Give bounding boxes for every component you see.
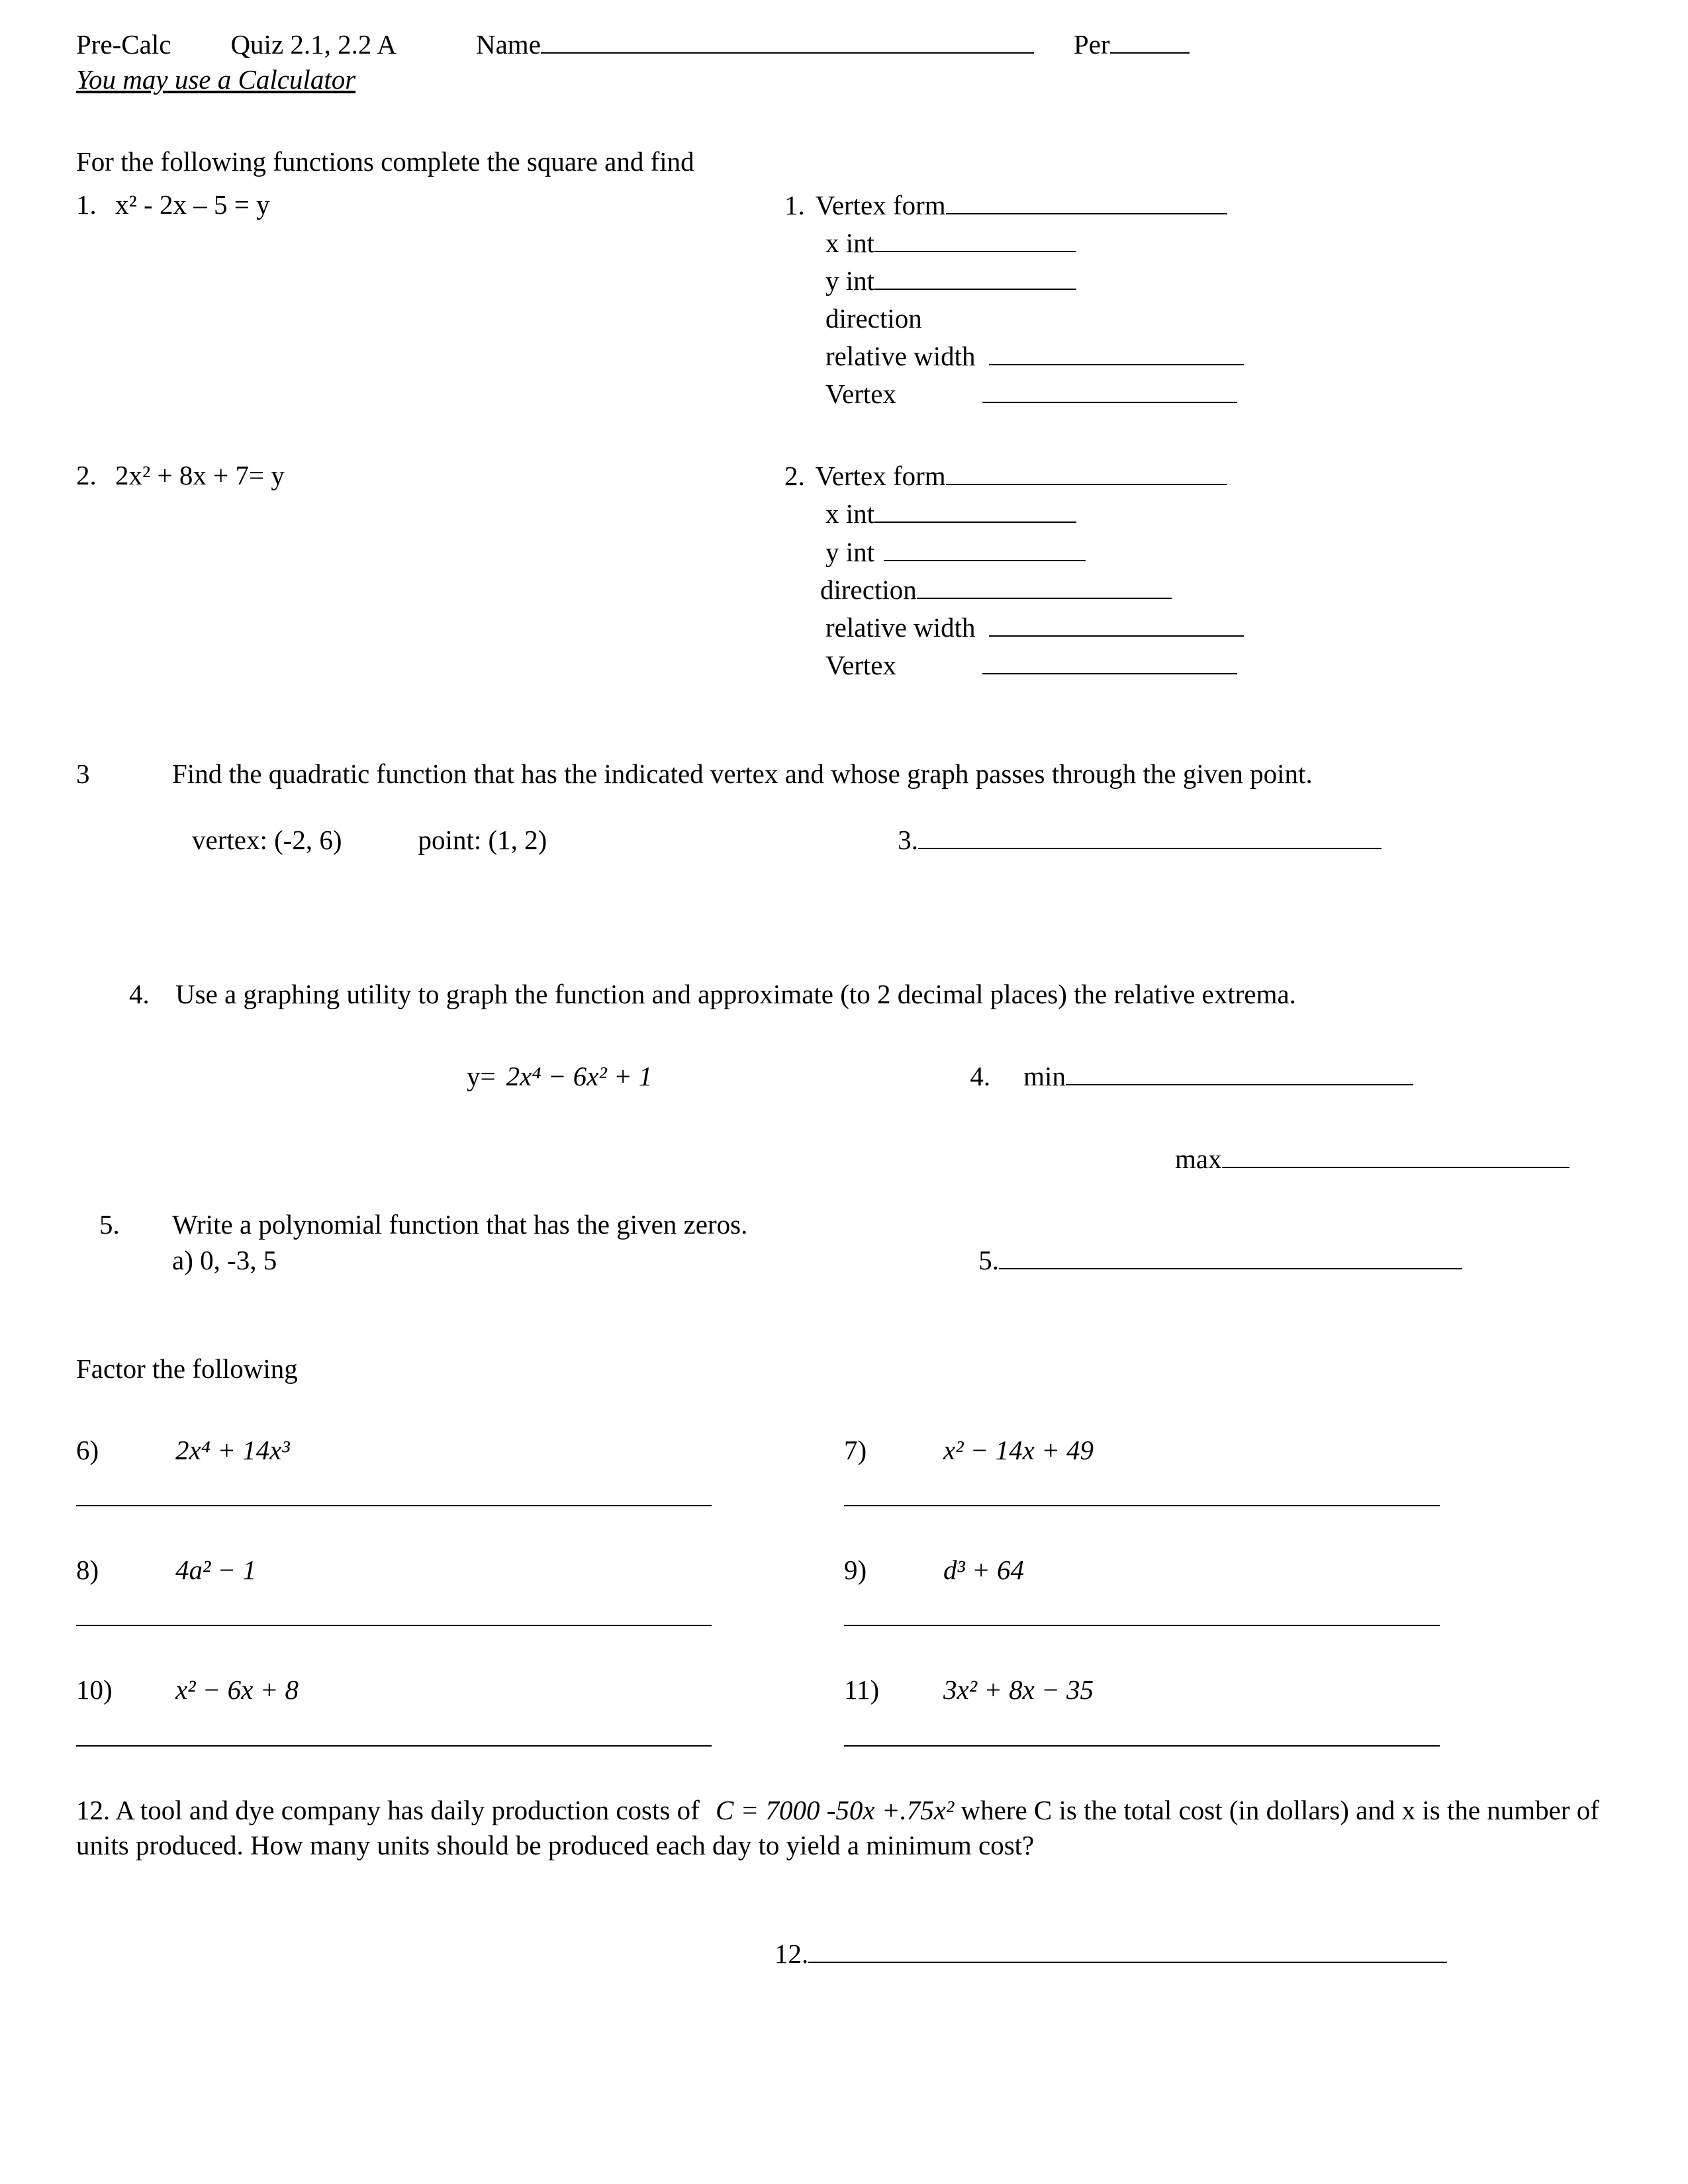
problem-4-max-label: max <box>1175 1143 1222 1174</box>
problem-2-relwidth-row <box>825 610 1618 645</box>
instruction-factor: Factor the following <box>76 1353 298 1384</box>
calculator-note: You may use a Calculator <box>76 64 356 95</box>
problem-7-answer-blank[interactable] <box>844 1505 1440 1506</box>
problem-2-xint-row <box>825 496 1618 532</box>
problem-5-text: Write a polynomial function that has the given zeros. <box>172 1209 748 1240</box>
problem-12-number: 12. <box>76 1794 111 1825</box>
problem-4-text: Use a graphing utility to graph the function and approximate (to 2 decimal places) the relative extrema. <box>175 979 1296 1010</box>
problem-2-field-direction-label: direction <box>820 574 917 605</box>
problem-3-vertex: vertex: (-2, 6) <box>192 824 342 855</box>
problem-2-number: 2. <box>76 460 97 491</box>
calculator-note-row <box>76 62 1618 97</box>
problem-12-answer-blank[interactable] <box>808 1936 1447 1963</box>
problem-2 <box>76 458 1618 683</box>
problem-2-field-vertex-form-label: Vertex form <box>815 461 946 492</box>
problem-1-field-vertex-form-label: Vertex form <box>815 189 946 220</box>
problem-6-answer-blank[interactable] <box>76 1505 712 1506</box>
problem-8-answer-blank[interactable] <box>76 1625 712 1626</box>
problem-1-yint-row <box>825 263 1618 298</box>
problem-11-expression: 3x² + 8x − 35 <box>943 1674 1094 1706</box>
problem-6-expression: 2x⁴ + 14x³ <box>175 1434 290 1465</box>
problem-4-number: 4. <box>129 979 150 1010</box>
problem-5-answer-number: 5. <box>978 1245 1000 1276</box>
problem-2-yint-row <box>825 534 1618 570</box>
course-name: Pre-Calc <box>76 28 171 60</box>
factor-row-2 <box>76 1553 1618 1626</box>
problem-1-field-vertex-blank[interactable] <box>982 376 1237 403</box>
problem-1-direction-row <box>825 301 1618 336</box>
problem-3-point: point: (1, 2) <box>418 824 547 855</box>
problem-1-number: 1. <box>76 189 97 220</box>
problem-1-relwidth-row <box>825 338 1618 374</box>
name-blank[interactable] <box>541 26 1034 54</box>
per-label: Per <box>1073 28 1110 60</box>
problem-1 <box>76 187 1618 412</box>
problem-8 <box>76 1553 844 1626</box>
problem-3-answer-blank[interactable] <box>918 822 1382 849</box>
factor-row-3 <box>76 1672 1618 1746</box>
problem-4-equation-prefix: y= <box>467 1061 496 1092</box>
problem-1-expression: x² - 2x – 5 = y <box>115 189 270 220</box>
problem-1-field-relative-width-blank[interactable] <box>989 338 1244 365</box>
problem-5-part-a-row <box>76 1242 1618 1278</box>
per-blank[interactable] <box>1110 26 1190 54</box>
problem-2-field-x-int-blank[interactable] <box>874 496 1076 523</box>
problem-4-min-label: min <box>1023 1061 1066 1092</box>
problem-2-field-direction-blank[interactable] <box>917 572 1172 599</box>
problem-12-text-part2: where C is the total cost (in dollars) and x is the number of units produced. How many units should be produced each day to yield a minimum cost? <box>76 1794 1599 1861</box>
problem-6-number: 6) <box>76 1434 99 1465</box>
problem-9-answer-blank[interactable] <box>844 1625 1440 1626</box>
problem-12 <box>76 1793 1618 1864</box>
problem-4-equation-row <box>76 1059 1618 1095</box>
problem-12-text-part1: A tool and dye company has daily production costs of <box>115 1794 700 1825</box>
problem-2-subfields <box>784 496 1618 684</box>
problem-1-field-vertex-form-blank[interactable] <box>946 187 1227 214</box>
problem-12-answer-row <box>76 1936 1618 1972</box>
problem-2-expression: 2x² + 8x + 7= y <box>115 460 285 491</box>
problem-2-vertex-row <box>825 647 1618 683</box>
problem-3-text: Find the quadratic function that has the indicated vertex and whose graph passes through the given point. <box>172 758 1313 789</box>
problem-1-field-x-int-label: x int <box>825 228 875 258</box>
problem-7-expression: x² − 14x + 49 <box>943 1434 1094 1465</box>
problem-2-answer-row <box>784 458 1618 494</box>
problem-7 <box>844 1433 1618 1506</box>
problem-11 <box>844 1672 1618 1746</box>
problem-5-answer-blank[interactable] <box>999 1242 1462 1269</box>
problem-10-answer-blank[interactable] <box>76 1745 712 1747</box>
problem-2-field-vertex-blank[interactable] <box>982 647 1237 674</box>
problem-2-field-y-int-label: y int <box>825 536 875 567</box>
problem-1-answers <box>784 187 1618 412</box>
problem-9-expression: d³ + 64 <box>943 1555 1024 1586</box>
problem-2-field-y-int-blank[interactable] <box>884 534 1086 561</box>
problem-1-field-direction-label: direction <box>825 302 922 334</box>
problem-7-number: 7) <box>844 1434 867 1465</box>
problem-3-answer-number: 3. <box>898 824 919 855</box>
problem-12-answer-number: 12. <box>774 1938 809 1970</box>
problem-10-number: 10) <box>76 1674 113 1706</box>
problem-1-field-y-int-blank[interactable] <box>874 263 1076 290</box>
problem-5-part-a: a) 0, -3, 5 <box>172 1245 277 1276</box>
problem-2-field-relative-width-label: relative width <box>825 612 976 643</box>
problem-4-max-blank[interactable] <box>1222 1141 1570 1168</box>
problem-1-field-y-int-label: y int <box>825 265 875 296</box>
problem-8-expression: 4a² − 1 <box>175 1555 256 1586</box>
problem-1-xint-row <box>825 225 1618 261</box>
problem-12-formula: C = 7000 -50x +.75x² <box>715 1794 955 1825</box>
problem-2-answers <box>784 458 1618 683</box>
problem-11-number: 11) <box>844 1674 880 1706</box>
problem-2-field-vertex-form-blank[interactable] <box>946 458 1227 485</box>
problem-3 <box>76 756 1618 792</box>
problem-2-field-relative-width-blank[interactable] <box>989 610 1244 637</box>
problem-1-expression-col <box>76 187 784 412</box>
name-label: Name <box>476 28 541 60</box>
problem-9 <box>844 1553 1618 1626</box>
problem-1-vertex-row <box>825 376 1618 412</box>
problem-10 <box>76 1672 844 1746</box>
problem-2-direction-row <box>820 572 1618 608</box>
problem-8-number: 8) <box>76 1555 99 1586</box>
problem-3-number: 3 <box>76 758 90 789</box>
problem-1-field-vertex-label: Vertex <box>825 379 897 409</box>
instruction-complete-square: For the following functions complete the square and find <box>76 146 694 177</box>
problem-2-expression-col <box>76 458 784 683</box>
problem-6 <box>76 1433 844 1506</box>
problem-2-answer-number: 2. <box>784 461 805 492</box>
problem-1-answer-row <box>784 187 1618 223</box>
header-line <box>76 26 1618 62</box>
problem-4 <box>76 977 1618 1012</box>
problem-3-data-row <box>76 822 1618 858</box>
problem-2-field-vertex-label: Vertex <box>825 650 897 681</box>
problem-4-max-row <box>76 1141 1618 1177</box>
factor-row-1 <box>76 1433 1618 1506</box>
problem-1-subfields <box>784 225 1618 412</box>
problem-1-answer-number: 1. <box>784 189 805 220</box>
problem-9-number: 9) <box>844 1555 867 1586</box>
problem-1-field-x-int-blank[interactable] <box>874 225 1076 252</box>
problem-4-min-blank[interactable] <box>1066 1059 1413 1086</box>
problem-2-field-x-int-label: x int <box>825 498 875 529</box>
quiz-title: Quiz 2.1, 2.2 A <box>230 28 397 60</box>
problem-5-number: 5. <box>99 1209 120 1240</box>
problem-10-expression: x² − 6x + 8 <box>175 1674 299 1706</box>
problem-5 <box>76 1207 1618 1242</box>
problem-11-answer-blank[interactable] <box>844 1745 1440 1747</box>
problem-4-equation: 2x⁴ − 6x² + 1 <box>506 1061 653 1092</box>
problem-4-answer-number: 4. <box>970 1061 991 1092</box>
problem-1-field-relative-width-label: relative width <box>825 340 976 371</box>
